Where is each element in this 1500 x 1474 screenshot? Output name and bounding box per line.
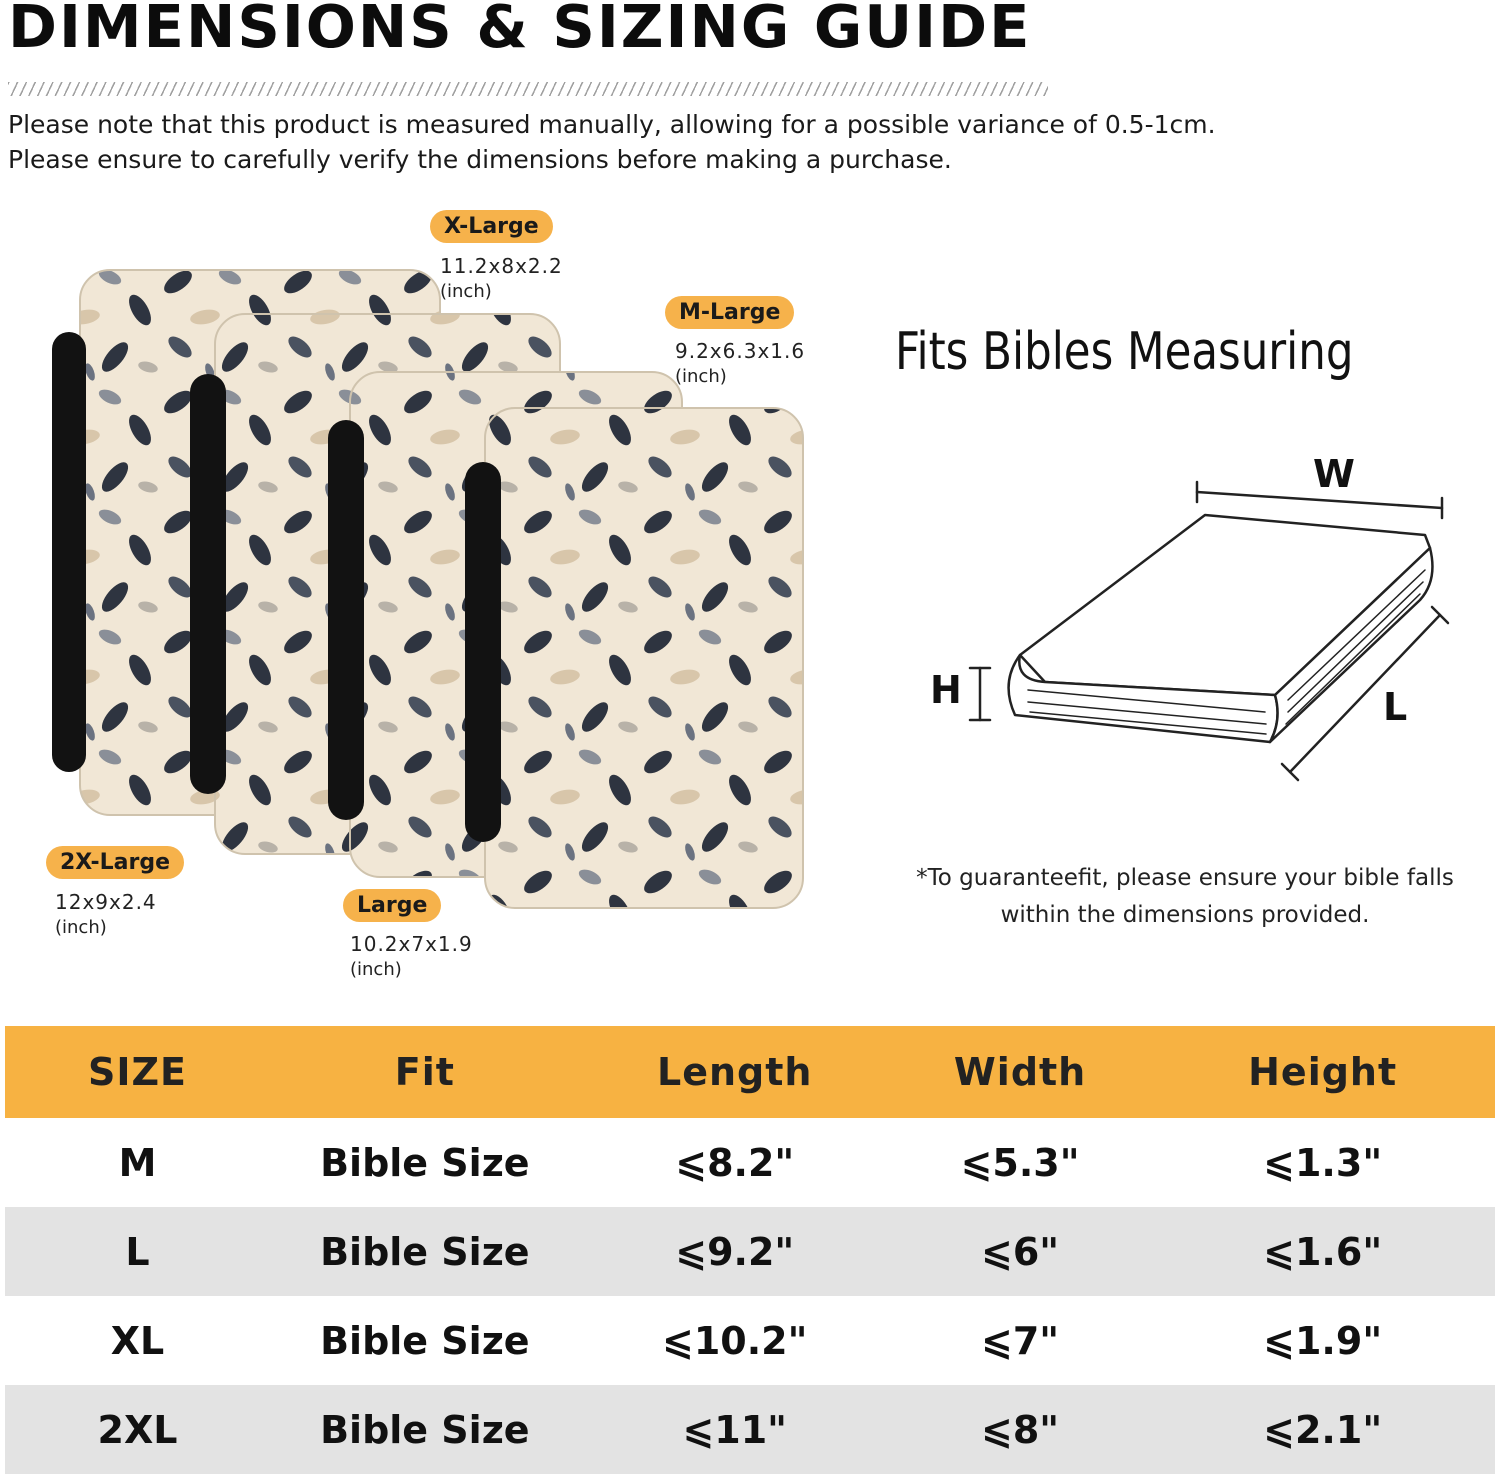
mlarge-dims-value: 9.2x6.3x1.6 — [675, 339, 806, 363]
xlarge-badge: X-Large — [430, 210, 553, 243]
fit-guarantee-line1: *To guaranteefit, please ensure your bible falls — [916, 865, 1454, 891]
mlarge-dims-unit: (inch) — [675, 366, 727, 387]
cell-width: ⩽7" — [981, 1318, 1060, 1363]
2xlarge-dims-value: 12x9x2.4 — [55, 890, 157, 914]
mlarge-dims — [675, 339, 805, 389]
cell-size: 2XL — [5, 1385, 270, 1474]
cell-size: M — [118, 1140, 157, 1185]
cell-width: ⩽5.3" — [960, 1140, 1080, 1185]
cell-length: ⩽10.2" — [662, 1318, 808, 1363]
xlarge-dims — [440, 254, 563, 304]
cell-height: ⩽1.9" — [1263, 1318, 1383, 1363]
2xlarge-dims — [55, 890, 157, 940]
large-dims-value: 10.2x7x1.9 — [350, 932, 473, 956]
cell-width: ⩽8" — [890, 1385, 1150, 1474]
label-w: W — [1313, 452, 1355, 496]
measurement-note: Please note that this product is measured manually, allowing for a possible variance of 0.5-1cm. — [8, 110, 1216, 139]
table-row — [5, 1207, 1495, 1296]
cell-width: ⩽6" — [890, 1207, 1150, 1296]
cover-m-large — [465, 408, 803, 908]
table-row — [5, 1296, 1495, 1385]
cell-length: ⩽11" — [580, 1385, 890, 1474]
xlarge-dims-value: 11.2x8x2.2 — [440, 254, 563, 278]
label-l: L — [1383, 685, 1408, 729]
header-size: SIZE — [5, 1026, 270, 1118]
header-fit: Fit — [270, 1026, 580, 1118]
2xlarge-dims-unit: (inch) — [55, 917, 107, 938]
large-dims-unit: (inch) — [350, 959, 402, 980]
size-chart-table — [5, 1026, 1495, 1474]
cell-height: ⩽2.1" — [1150, 1385, 1495, 1474]
bible-measure-diagram — [920, 450, 1480, 790]
cell-length: ⩽9.2" — [580, 1207, 890, 1296]
mlarge-badge: M-Large — [665, 296, 794, 329]
2xlarge-badge: 2X-Large — [46, 846, 184, 879]
table-row — [5, 1118, 1495, 1207]
cell-length: ⩽8.2" — [675, 1140, 795, 1185]
header-height: Height — [1150, 1026, 1495, 1118]
header-width: Width — [890, 1026, 1150, 1118]
cell-size: L — [5, 1207, 270, 1296]
cell-size: XL — [110, 1318, 165, 1363]
large-badge: Large — [343, 889, 441, 922]
page-title: DIMENSIONS & SIZING GUIDE — [8, 0, 1032, 61]
cell-fit: Bible Size — [320, 1140, 530, 1185]
label-h: H — [930, 668, 962, 712]
verify-note: Please ensure to carefully verify the dimensions before making a purchase. — [8, 145, 952, 174]
table-row — [5, 1385, 1495, 1474]
fit-guarantee-line2: within the dimensions provided. — [1000, 902, 1370, 928]
xlarge-dims-unit: (inch) — [440, 281, 492, 302]
fit-guarantee-note — [870, 860, 1500, 934]
header-length: Length — [580, 1026, 890, 1118]
cell-height: ⩽1.6" — [1150, 1207, 1495, 1296]
fits-heading: Fits Bibles Measuring — [895, 322, 1354, 382]
cell-fit: Bible Size — [270, 1207, 580, 1296]
table-header-row — [5, 1026, 1495, 1118]
large-dims — [350, 932, 473, 982]
cell-fit: Bible Size — [270, 1385, 580, 1474]
hatch-divider — [8, 82, 1048, 96]
cell-height: ⩽1.3" — [1263, 1140, 1383, 1185]
cell-fit: Bible Size — [320, 1318, 530, 1363]
